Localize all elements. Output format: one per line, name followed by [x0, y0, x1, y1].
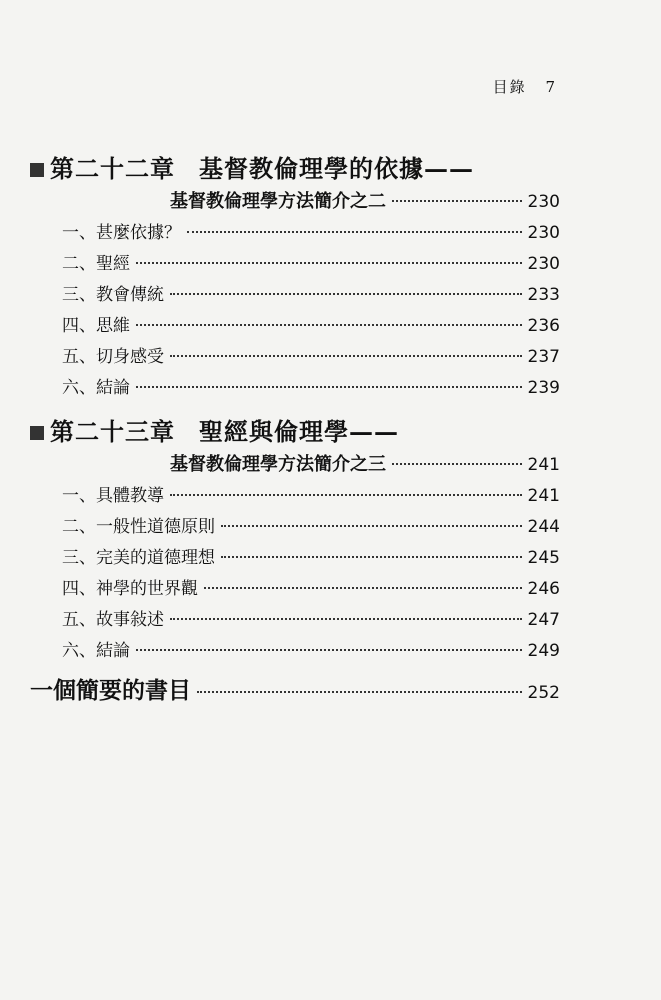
chapter-subtitle-row[interactable] — [30, 449, 560, 481]
entry-label: 六、結論 — [62, 378, 130, 398]
page-number: 239 — [527, 378, 560, 398]
page-number: 236 — [527, 316, 560, 336]
toc-entry[interactable] — [30, 574, 560, 605]
toc-entry[interactable] — [30, 373, 560, 404]
toc-entry[interactable] — [30, 481, 560, 512]
toc-entry[interactable] — [30, 543, 560, 574]
entry-label: 五、切身感受 — [62, 347, 164, 367]
entry-label: 六、結論 — [62, 641, 130, 661]
chapter-23 — [30, 415, 560, 667]
leader-dots — [136, 324, 522, 326]
entry-label: 三、教會傳統 — [62, 285, 164, 305]
entry-label: 四、思維 — [62, 316, 130, 336]
leader-dots — [170, 355, 522, 357]
entry-label: 五、故事敍述 — [62, 610, 164, 630]
page-number: 244 — [527, 517, 560, 537]
page-number: 230 — [527, 192, 560, 212]
page-number: 249 — [527, 641, 560, 661]
leader-dots — [136, 649, 522, 651]
toc-entry[interactable] — [30, 218, 560, 249]
entry-label: 一、甚麼依據？ — [62, 223, 181, 243]
page-number: 246 — [527, 579, 560, 599]
bibliography-label: 一個簡要的書目 — [30, 677, 191, 704]
page-number: 237 — [527, 347, 560, 367]
page-number: 241 — [527, 455, 560, 475]
toc-entry[interactable] — [30, 311, 560, 342]
page-number: 230 — [527, 254, 560, 274]
leader-dots — [136, 262, 522, 264]
toc-entry[interactable] — [30, 249, 560, 280]
entry-label: 二、聖經 — [62, 254, 130, 274]
toc-entry[interactable] — [30, 605, 560, 636]
chapter-subtitle-row[interactable] — [30, 186, 560, 218]
chapter-label: 第二十二章 — [50, 154, 175, 183]
page-number: 252 — [527, 683, 560, 703]
chapter-title — [30, 152, 560, 186]
page-number: 230 — [527, 223, 560, 243]
toc-entry[interactable] — [30, 512, 560, 543]
leader-dots — [170, 494, 522, 496]
toc-entry[interactable] — [30, 342, 560, 373]
running-head — [493, 76, 557, 97]
toc-entry[interactable] — [30, 636, 560, 667]
leader-dots — [221, 556, 522, 558]
chapter-name: 聖經與倫理學—— — [199, 417, 399, 446]
entry-label: 三、完美的道德理想 — [62, 548, 215, 568]
entry-label: 二、一般性道德原則 — [62, 517, 215, 537]
chapter-subtitle: 基督教倫理學方法簡介之三 — [170, 454, 386, 475]
chapter-label: 第二十三章 — [50, 417, 175, 446]
leader-dots — [197, 691, 522, 693]
leader-dots — [392, 200, 522, 202]
leader-dots — [204, 587, 522, 589]
toc-entry[interactable] — [30, 280, 560, 311]
running-head-page: 7 — [545, 78, 557, 96]
chapter-name: 基督教倫理學的依據—— — [199, 154, 474, 183]
running-head-section: 目錄 — [492, 78, 527, 96]
chapter-subtitle: 基督教倫理學方法簡介之二 — [170, 191, 386, 212]
leader-dots — [221, 525, 522, 527]
square-bullet-icon — [30, 426, 44, 440]
entry-label: 四、神學的世界觀 — [62, 579, 198, 599]
page-number: 247 — [527, 610, 560, 630]
chapter-22 — [30, 152, 560, 404]
square-bullet-icon — [30, 163, 44, 177]
leader-dots — [187, 231, 522, 233]
bibliography-entry[interactable] — [30, 674, 560, 708]
leader-dots — [170, 293, 522, 295]
entry-label: 一、具體教導 — [62, 486, 164, 506]
page-number: 233 — [527, 285, 560, 305]
page-number: 245 — [527, 548, 560, 568]
chapter-title — [30, 415, 560, 449]
leader-dots — [170, 618, 522, 620]
leader-dots — [392, 463, 522, 465]
page-number: 241 — [527, 486, 560, 506]
leader-dots — [136, 386, 522, 388]
